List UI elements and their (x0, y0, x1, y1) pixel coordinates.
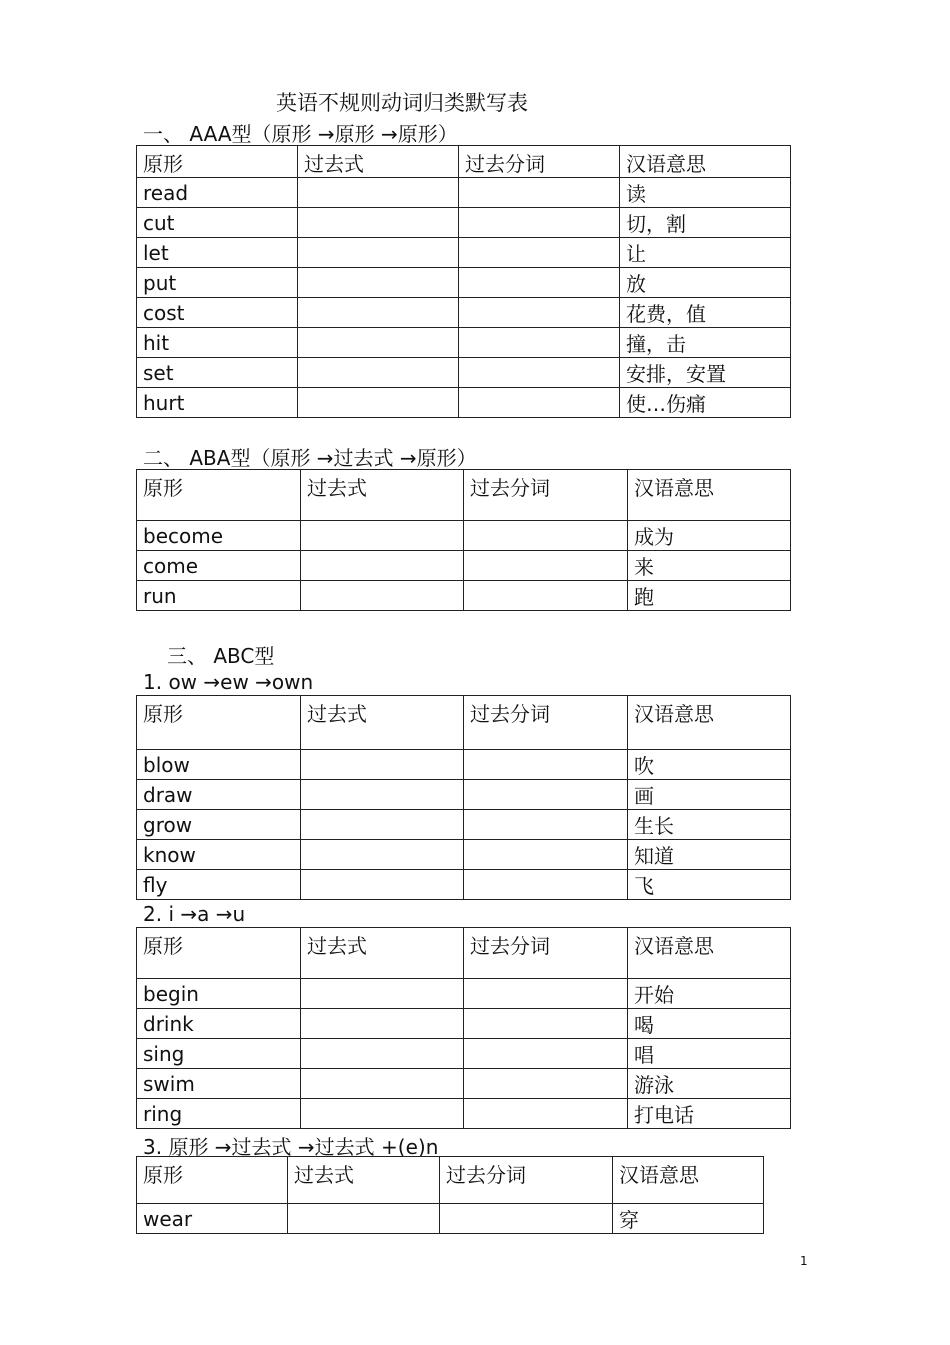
past-tense-cell[interactable] (301, 521, 464, 551)
section-3-heading: 三、 ABC型 (167, 644, 275, 668)
table-row (137, 810, 791, 840)
base-form-cell: wear (137, 1204, 288, 1234)
table-row (137, 750, 791, 780)
meaning-cell: 撞，击 (620, 328, 791, 358)
past-tense-cell[interactable] (298, 358, 459, 388)
base-form-cell: sing (137, 1039, 301, 1069)
past-participle-cell[interactable] (464, 581, 628, 611)
table-row (137, 178, 791, 208)
header-past-tense: 过去式 (301, 696, 464, 750)
meaning-cell: 喝 (628, 1009, 791, 1039)
past-participle-cell[interactable] (464, 979, 628, 1009)
base-form-cell: hurt (137, 388, 298, 418)
past-tense-cell[interactable] (298, 298, 459, 328)
page-number: 1 (800, 1254, 808, 1268)
table-row (137, 328, 791, 358)
header-base-form: 原形 (137, 696, 301, 750)
subsection-1-heading: 1. ow →ew →own (143, 670, 314, 694)
past-participle-cell[interactable] (459, 268, 620, 298)
table-row (137, 358, 791, 388)
base-form-cell: drink (137, 1009, 301, 1039)
section-1-heading: 一、 AAA型（原形 →原形 →原形） (143, 122, 458, 146)
past-tense-cell[interactable] (301, 870, 464, 900)
past-tense-cell[interactable] (301, 810, 464, 840)
past-participle-cell[interactable] (459, 358, 620, 388)
header-past-participle: 过去分词 (459, 146, 620, 178)
meaning-cell: 飞 (628, 870, 791, 900)
past-tense-cell[interactable] (301, 1039, 464, 1069)
base-form-cell: cut (137, 208, 298, 238)
header-chinese-meaning: 汉语意思 (628, 928, 791, 979)
table-header-row (137, 1157, 764, 1204)
base-form-cell: hit (137, 328, 298, 358)
header-past-participle: 过去分词 (464, 470, 628, 521)
meaning-cell: 吹 (628, 750, 791, 780)
table-row (137, 1099, 791, 1129)
table-row (137, 1204, 764, 1234)
past-participle-cell[interactable] (464, 1069, 628, 1099)
table-row (137, 298, 791, 328)
meaning-cell: 安排，安置 (620, 358, 791, 388)
table-row (137, 1009, 791, 1039)
past-participle-cell[interactable] (464, 750, 628, 780)
base-form-cell: set (137, 358, 298, 388)
base-form-cell: draw (137, 780, 301, 810)
meaning-cell: 切，割 (620, 208, 791, 238)
table-row (137, 870, 791, 900)
table-abc-ow (136, 695, 791, 900)
table-abc-en (136, 1156, 764, 1234)
base-form-cell: come (137, 551, 301, 581)
past-tense-cell[interactable] (301, 780, 464, 810)
past-tense-cell[interactable] (301, 1069, 464, 1099)
header-past-tense: 过去式 (288, 1157, 440, 1204)
meaning-cell: 画 (628, 780, 791, 810)
base-form-cell: put (137, 268, 298, 298)
table-row (137, 1039, 791, 1069)
table-row (137, 521, 791, 551)
past-participle-cell[interactable] (440, 1204, 613, 1234)
meaning-cell: 成为 (628, 521, 791, 551)
table-header-row (137, 470, 791, 521)
meaning-cell: 跑 (628, 581, 791, 611)
table-row (137, 551, 791, 581)
section-2-heading: 二、 ABA型（原形 →过去式 →原形） (143, 446, 477, 470)
past-participle-cell[interactable] (459, 388, 620, 418)
table-header-row (137, 928, 791, 979)
meaning-cell: 知道 (628, 840, 791, 870)
past-tense-cell[interactable] (298, 388, 459, 418)
table-row (137, 979, 791, 1009)
subsection-3-heading: 3. 原形 →过去式 →过去式 +(e)n (143, 1135, 439, 1159)
table-aba (136, 469, 791, 611)
meaning-cell: 生长 (628, 810, 791, 840)
past-participle-cell[interactable] (459, 178, 620, 208)
table-row (137, 238, 791, 268)
past-tense-cell[interactable] (298, 268, 459, 298)
base-form-cell: read (137, 178, 298, 208)
header-base-form: 原形 (137, 470, 301, 521)
base-form-cell: blow (137, 750, 301, 780)
meaning-cell: 读 (620, 178, 791, 208)
table-abc-i-a-u (136, 927, 791, 1129)
past-participle-cell[interactable] (459, 208, 620, 238)
header-base-form: 原形 (137, 1157, 288, 1204)
base-form-cell: become (137, 521, 301, 551)
past-tense-cell[interactable] (301, 840, 464, 870)
past-tense-cell[interactable] (301, 1099, 464, 1129)
base-form-cell: fly (137, 870, 301, 900)
meaning-cell: 打电话 (628, 1099, 791, 1129)
subsection-2-heading: 2. i →a →u (143, 902, 246, 926)
header-past-tense: 过去式 (298, 146, 459, 178)
past-participle-cell[interactable] (464, 551, 628, 581)
past-participle-cell[interactable] (464, 780, 628, 810)
header-base-form: 原形 (137, 146, 298, 178)
header-chinese-meaning: 汉语意思 (620, 146, 791, 178)
header-past-participle: 过去分词 (464, 696, 628, 750)
meaning-cell: 使…伤痛 (620, 388, 791, 418)
meaning-cell: 穿 (613, 1204, 764, 1234)
table-aaa (136, 145, 791, 418)
base-form-cell: let (137, 238, 298, 268)
base-form-cell: begin (137, 979, 301, 1009)
meaning-cell: 让 (620, 238, 791, 268)
base-form-cell: know (137, 840, 301, 870)
meaning-cell: 开始 (628, 979, 791, 1009)
base-form-cell: grow (137, 810, 301, 840)
past-participle-cell[interactable] (464, 521, 628, 551)
past-participle-cell[interactable] (459, 238, 620, 268)
past-tense-cell[interactable] (301, 750, 464, 780)
past-tense-cell[interactable] (298, 238, 459, 268)
table-row (137, 1069, 791, 1099)
meaning-cell: 唱 (628, 1039, 791, 1069)
base-form-cell: swim (137, 1069, 301, 1099)
base-form-cell: run (137, 581, 301, 611)
table-row (137, 388, 791, 418)
meaning-cell: 放 (620, 268, 791, 298)
header-past-participle: 过去分词 (440, 1157, 613, 1204)
past-participle-cell[interactable] (464, 1009, 628, 1039)
past-tense-cell[interactable] (301, 979, 464, 1009)
past-participle-cell[interactable] (464, 810, 628, 840)
past-tense-cell[interactable] (301, 581, 464, 611)
table-row (137, 208, 791, 238)
table-row (137, 780, 791, 810)
past-participle-cell[interactable] (464, 870, 628, 900)
document-title: 英语不规则动词归类默写表 (276, 91, 528, 115)
past-tense-cell[interactable] (301, 1009, 464, 1039)
table-row (137, 840, 791, 870)
header-past-participle: 过去分词 (464, 928, 628, 979)
meaning-cell: 花费，值 (620, 298, 791, 328)
meaning-cell: 游泳 (628, 1069, 791, 1099)
table-row (137, 268, 791, 298)
past-tense-cell[interactable] (298, 208, 459, 238)
header-past-tense: 过去式 (301, 470, 464, 521)
header-chinese-meaning: 汉语意思 (628, 696, 791, 750)
header-chinese-meaning: 汉语意思 (613, 1157, 764, 1204)
header-chinese-meaning: 汉语意思 (628, 470, 791, 521)
past-participle-cell[interactable] (459, 328, 620, 358)
base-form-cell: ring (137, 1099, 301, 1129)
past-tense-cell[interactable] (301, 551, 464, 581)
table-header-row (137, 146, 791, 178)
past-participle-cell[interactable] (464, 840, 628, 870)
table-header-row (137, 696, 791, 750)
meaning-cell: 来 (628, 551, 791, 581)
past-tense-cell[interactable] (298, 328, 459, 358)
past-participle-cell[interactable] (464, 1099, 628, 1129)
header-past-tense: 过去式 (301, 928, 464, 979)
header-base-form: 原形 (137, 928, 301, 979)
base-form-cell: cost (137, 298, 298, 328)
past-participle-cell[interactable] (459, 298, 620, 328)
table-row (137, 581, 791, 611)
past-participle-cell[interactable] (464, 1039, 628, 1069)
past-tense-cell[interactable] (288, 1204, 440, 1234)
past-tense-cell[interactable] (298, 178, 459, 208)
